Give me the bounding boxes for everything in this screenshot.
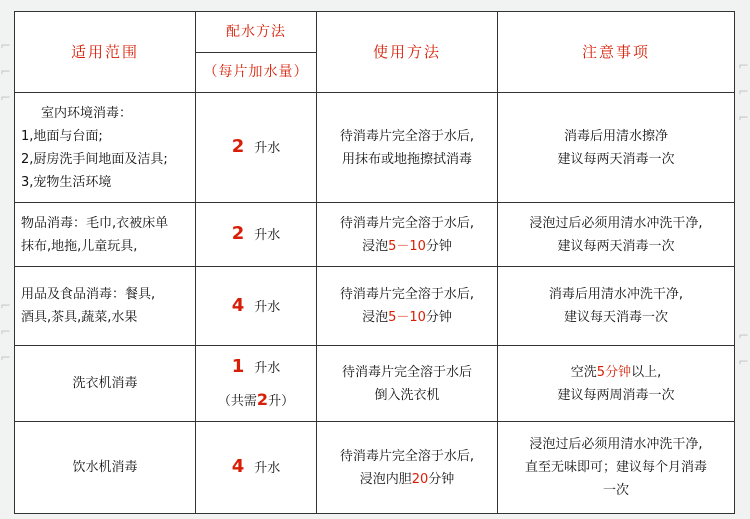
dosage-unit: 升水 (254, 228, 281, 243)
soak-time: 5－10 (388, 310, 426, 325)
usage-line: 用抹布或地拖擦拭消毒 (341, 151, 472, 167)
background-mark: ⌐ ⌐ ⌐ (0, 39, 11, 106)
notes-line: 直至无味即可；建议每个月消毒 (524, 460, 707, 475)
soak-time: 20 (411, 471, 429, 487)
dosage-cell (196, 203, 317, 267)
dosage-unit: 升水 (254, 360, 281, 376)
scope-line: 饮水机消毒 (72, 460, 138, 475)
usage-line: 待消毒片完全溶于水后 (341, 364, 472, 380)
background-mark: ⌐ ⌐ (738, 329, 749, 370)
usage-line: 浸泡5－10分钟 (362, 310, 452, 325)
usage-line: 倒入洗衣机 (374, 387, 440, 403)
scope-line: 1,地面与台面; (21, 128, 103, 144)
usage-line: 待消毒片完全溶于水后, (339, 448, 475, 464)
scope-line: 洗衣机消毒 (72, 376, 138, 391)
notes-line: 消毒后用清水擦净 (563, 128, 668, 144)
table-row (15, 422, 735, 514)
header-dosage-sub: （每片加水量） (196, 53, 317, 93)
scope-cell (15, 93, 196, 203)
notes-line: 一次 (602, 483, 629, 498)
wash-time: 5分钟 (596, 364, 632, 380)
usage-cell (317, 267, 498, 346)
dosage-number: 4 (231, 294, 245, 316)
notes-line: 空洗5分钟以上, (570, 364, 662, 380)
header-dosage-title: 配水方法 (196, 12, 317, 53)
usage-line: 待消毒片完全溶于水后, (339, 287, 475, 302)
table-row (15, 346, 735, 422)
scope-line: 室内环境消毒： (41, 105, 133, 121)
notes-line: 建议每两周消毒一次 (557, 387, 675, 403)
dosage-unit: 升水 (254, 461, 281, 476)
notes-cell (498, 93, 735, 203)
table-row (15, 93, 735, 203)
usage-line: 待消毒片完全溶于水后, (339, 128, 475, 144)
notes-cell (498, 346, 735, 422)
notes-cell (498, 422, 735, 514)
table-row (15, 203, 735, 267)
scope-line: 2,厨房洗手间地面及洁具; (21, 151, 168, 167)
scope-cell (15, 267, 196, 346)
usage-cell (317, 93, 498, 203)
dosage-cell (196, 346, 317, 422)
notes-cell (498, 203, 735, 267)
usage-line: 浸泡5－10分钟 (362, 238, 452, 254)
notes-line: 建议每两天消毒一次 (557, 238, 675, 254)
background-mark: ⌐ ⌐ ⌐ (738, 59, 749, 126)
dosage-cell (196, 422, 317, 514)
scope-line: 抹布,地拖,儿童玩具, (21, 238, 138, 254)
usage-cell (317, 422, 498, 514)
header-notes: 注意事项 (498, 12, 735, 93)
soak-time: 5－10 (388, 238, 426, 254)
background-mark: ⌐ ⌐ ⌐ (0, 299, 11, 366)
scope-cell (15, 422, 196, 514)
scope-line: 3,宠物生活环境 (21, 174, 112, 190)
usage-line: 浸泡内胆20分钟 (359, 471, 455, 487)
notes-line: 消毒后用清水冲洗干净, (548, 287, 684, 302)
notes-line: 建议每两天消毒一次 (557, 151, 675, 167)
scope-line: 用品及食品消毒：餐具, (21, 287, 156, 302)
scope-line: 酒具,茶具,蔬菜,水果 (21, 310, 138, 325)
disinfection-usage-table (14, 11, 735, 514)
usage-cell (317, 203, 498, 267)
notes-line: 浸泡过后必须用清水冲洗干净, (529, 437, 703, 452)
notes-line: 建议每天消毒一次 (563, 310, 668, 325)
dosage-total: （共需2升） (217, 389, 295, 409)
dosage-unit: 升水 (254, 141, 281, 156)
dosage-cell (196, 267, 317, 346)
dosage-number: 1 (231, 355, 245, 377)
scope-cell (15, 203, 196, 267)
header-scope: 适用范围 (15, 12, 196, 93)
dosage-number: 2 (231, 136, 245, 157)
dosage-cell (196, 93, 317, 203)
header-usage: 使用方法 (317, 12, 498, 93)
dosage-unit: 升水 (254, 299, 281, 315)
notes-line: 浸泡过后必须用清水冲洗干净, (529, 215, 703, 231)
dosage-number: 4 (231, 456, 245, 477)
table-row (15, 267, 735, 346)
scope-cell (15, 346, 196, 422)
notes-cell (498, 267, 735, 346)
scope-line: 物品消毒：毛巾,衣被床单 (21, 215, 169, 231)
usage-line: 待消毒片完全溶于水后, (339, 215, 475, 231)
dosage-number: 2 (231, 223, 245, 244)
usage-cell (317, 346, 498, 422)
